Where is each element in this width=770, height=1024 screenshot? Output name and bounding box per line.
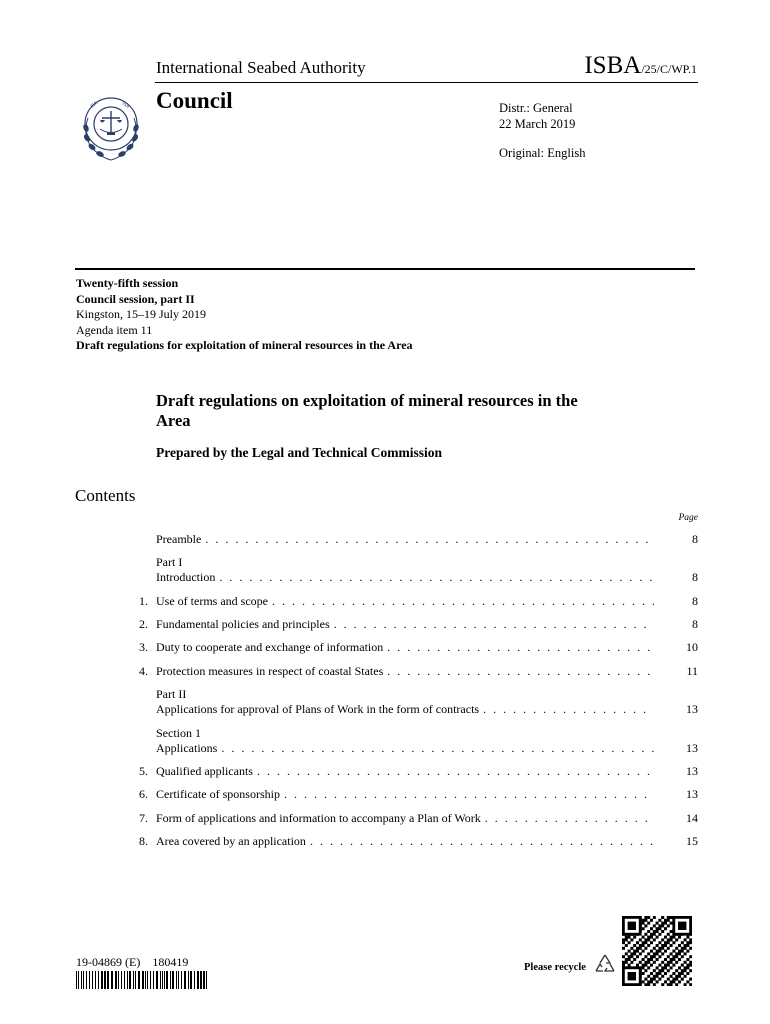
toc-entry-number: 2.: [139, 617, 148, 632]
toc-entry-title: Protection measures in respect of coastal States: [156, 663, 384, 678]
toc-entry-title: Applications: [156, 740, 218, 755]
toc-entry-page: 13: [686, 764, 698, 778]
toc-entry-number: 4.: [139, 663, 148, 678]
toc-leader-dots: [219, 570, 654, 585]
toc-entry-page: 13: [686, 702, 698, 716]
toc-entry[interactable]: [156, 555, 698, 585]
toc-entry-heading: Part II: [156, 687, 187, 701]
header-rule: [155, 82, 698, 83]
toc-leader-dots: [205, 532, 654, 547]
toc-leader-dots: [221, 741, 654, 756]
toc-entry[interactable]: [139, 787, 698, 802]
toc-entry-heading: Part I: [156, 555, 183, 570]
toc-entry-line: [139, 640, 698, 655]
toc-entry[interactable]: [139, 617, 698, 632]
session-rule: [75, 268, 695, 270]
toc-entry-number: 6.: [139, 787, 148, 802]
toc-entry-title: Applications for approval of Plans of Work in the form of contracts: [156, 702, 480, 716]
toc-leader-dots: [387, 664, 654, 679]
symbol-main: ISBA: [584, 52, 642, 79]
session-place-date: Kingston, 15–19 July 2019: [76, 307, 207, 321]
recycle-icon: [592, 952, 618, 983]
toc-entry-heading: Section 1: [156, 725, 201, 740]
toc-entry-number: 7.: [139, 810, 148, 825]
toc-leader-dots: [257, 764, 654, 779]
toc-leader-dots: [485, 811, 654, 826]
toc-entry-title: Use of terms and scope: [156, 593, 268, 608]
toc-entry[interactable]: [139, 833, 698, 849]
toc-entry[interactable]: [139, 593, 698, 609]
original-language: Original: English: [499, 146, 586, 160]
toc-entry-line: [139, 810, 698, 826]
toc-entry-page: 8: [692, 570, 698, 585]
toc-entry-number: 5.: [139, 764, 148, 778]
issue-date: 22 March 2019: [499, 117, 576, 131]
toc-entry-number: 3.: [139, 640, 148, 655]
toc-entry-page: 8: [692, 532, 698, 546]
toc-entry[interactable]: [139, 810, 698, 826]
toc-entry[interactable]: [139, 640, 698, 655]
toc-leader-dots: [387, 640, 654, 655]
toc-entry-page: 8: [692, 617, 698, 632]
toc-entry-line: [139, 663, 698, 679]
svg-text:ISA: ISA: [120, 101, 130, 110]
toc-entry[interactable]: [156, 532, 698, 547]
toc-entry-page: 8: [692, 593, 698, 608]
agenda-item: Agenda item 11: [76, 322, 153, 337]
page-column-label: Page: [678, 513, 698, 523]
agenda-title: Draft regulations for exploitation of mineral resources in the Area: [76, 338, 413, 352]
document-number: [76, 955, 188, 970]
svg-text:ISA: ISA: [90, 100, 99, 110]
toc-entry-page: 13: [686, 787, 698, 802]
toc-entry-title: Qualified applicants: [156, 764, 253, 778]
toc-entry-line: [139, 787, 698, 802]
toc-entry[interactable]: [156, 726, 698, 756]
session-part: Council session, part II: [76, 291, 195, 306]
toc-entry-line: [139, 593, 698, 609]
doc-job-number: 19-04869 (E): [76, 955, 141, 969]
toc-entry-title: Introduction: [156, 570, 216, 585]
recycle-label: Please recycle: [524, 962, 586, 973]
toc-entry-page: 10: [686, 640, 698, 655]
toc-entry-page: 15: [686, 833, 698, 848]
document-title: Draft regulations on exploitation of mineral resources in the Area: [156, 391, 578, 430]
toc-entry[interactable]: [156, 687, 698, 717]
toc-leader-dots: [272, 594, 654, 609]
toc-entry-line: [139, 833, 698, 849]
toc-entry-page: 11: [686, 663, 698, 678]
barcode-icon: [76, 971, 210, 994]
toc-entry-title: Certificate of sponsorship: [156, 787, 280, 802]
toc-entry-line: [139, 617, 698, 632]
toc-entry[interactable]: [139, 663, 698, 679]
document-symbol: [584, 52, 697, 80]
toc-entry-title: Preamble: [156, 532, 202, 546]
isa-emblem-icon: [78, 88, 144, 171]
distribution: Distr.: General: [499, 101, 573, 115]
toc-entry-title: Fundamental policies and principles: [156, 617, 330, 632]
distribution-block: [499, 100, 575, 132]
toc-entry-line: [156, 741, 698, 756]
toc-entry[interactable]: [139, 764, 698, 779]
toc-entry-title: Duty to cooperate and exchange of information: [156, 640, 384, 655]
symbol-sub: /25/C/WP.1: [641, 62, 697, 76]
toc-leader-dots: [334, 617, 654, 632]
toc-leader-dots: [284, 787, 654, 802]
toc-entry-number: 1.: [139, 593, 148, 608]
toc-entry-page: 13: [686, 740, 698, 755]
body-name: Council: [156, 88, 233, 113]
toc-entry-line: [156, 532, 698, 547]
toc-entry-title: Form of applications and information to accompany a Plan of Work: [156, 810, 481, 825]
toc-entry-number: 8.: [139, 833, 148, 848]
prepared-by: Prepared by the Legal and Technical Commission: [156, 445, 443, 460]
doc-job-date: 180419: [152, 955, 189, 969]
organization-name: International Seabed Authority: [156, 58, 366, 77]
contents-heading: Contents: [75, 486, 136, 505]
session-number: Twenty-fifth session: [76, 276, 179, 290]
toc-entry-page: 14: [686, 810, 698, 825]
toc-entry-line: [156, 702, 698, 717]
toc-leader-dots: [310, 834, 654, 849]
toc-entry-line: [156, 570, 698, 585]
session-block: [76, 276, 416, 354]
toc-leader-dots: [483, 702, 654, 717]
toc-entry-title: Area covered by an application: [156, 833, 306, 848]
qr-code-icon: [622, 916, 692, 991]
toc-entry-line: [139, 764, 698, 779]
